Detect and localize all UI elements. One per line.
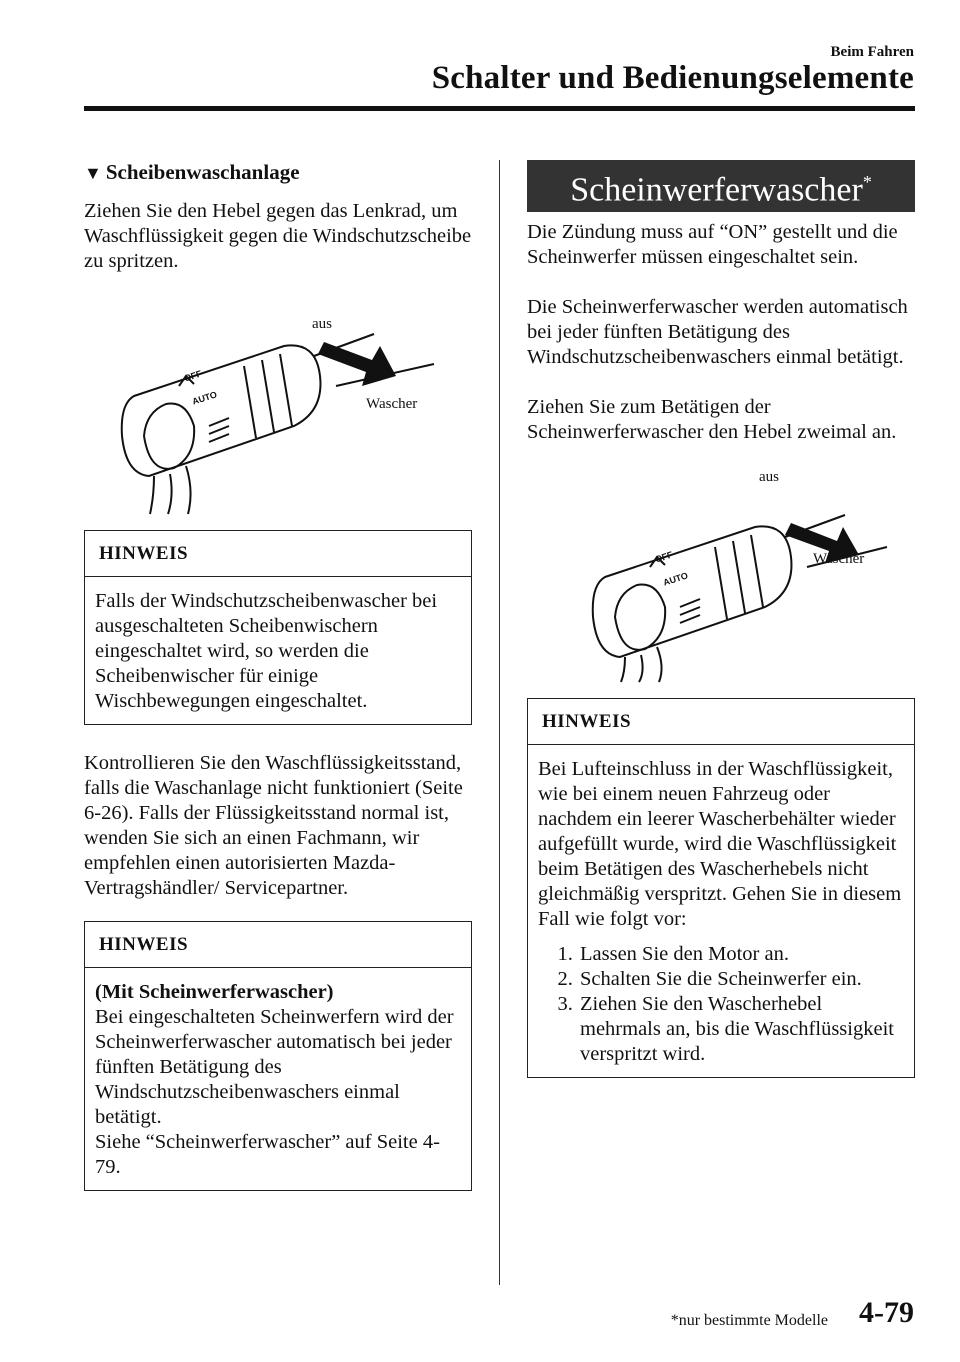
section-heading-text: Scheibenwaschanlage <box>105 160 300 184</box>
note-box-1-text: Falls der Windschutzscheibenwascher bei ausgeschalteten Scheibenwischern eingeschaltet wird, so werden die Scheibenwischer für einige Wischbewegungen eingeschaltet. <box>95 590 438 712</box>
label-washer: Wascher <box>366 396 418 412</box>
running-header-title: Schalter und Bedienungselemente <box>431 60 914 96</box>
triangle-down-icon: ▼ <box>84 162 102 183</box>
ring-label-off: OFF <box>653 549 674 565</box>
right-column <box>527 160 915 1078</box>
label-washer: Wascher <box>813 551 865 568</box>
wiper-lever-figure <box>84 286 472 516</box>
ring-label-auto: AUTO <box>661 570 690 589</box>
note-box-2-condition: (Mit Scheinwerferwascher) <box>95 981 334 1003</box>
paragraph-operate: Ziehen Sie zum Betätigen der Scheinwerferwascher den Hebel zweimal an. <box>527 396 897 444</box>
note-box-3-text: Bei Lufteinschluss in der Waschflüssigkeit, wie bei einem neuen Fahrzeug oder nachdem ein leerer Wascherbehälter wieder aufgefüllt wurde, wird die Waschflüssigkeit beim Betätigen des Wascherhebels nicht gleichmäßig verspritzt. Gehen Sie in diesem Fall wie folgt vor: <box>538 758 902 931</box>
paragraph-ignition: Die Zündung muss auf “ON” gestellt und die Scheinwerfer müssen eingeschaltet sein. <box>527 221 898 269</box>
fluid-check-paragraph: Kontrollieren Sie den Waschflüssigkeitsstand, falls die Waschanlage nicht funktioniert (Seite 6-26). Falls der Flüssigkeitsstand normal ist, wenden Sie sich an einen Fachmann, wir empfehlen einen autorisierten Mazda-Vertragshändler/ Servicepartner. <box>84 752 463 899</box>
label-off: aus <box>759 469 779 486</box>
running-header-section: Beim Fahren <box>830 44 914 60</box>
note-box-3 <box>527 698 915 1078</box>
list-item: 3. Ziehen Sie den Wascherhebel mehrmals an, bis die Waschflüssigkeit verspritzt wird. <box>578 992 904 1067</box>
section-banner-mark: * <box>862 172 872 192</box>
section-heading <box>84 160 472 185</box>
label-off: aus <box>312 316 332 332</box>
intro-paragraph: Ziehen Sie den Hebel gegen das Lenkrad, um Waschflüssigkeit gegen die Windschutzscheibe zu spritzen. <box>84 200 472 272</box>
headlamp-washer-figure <box>527 459 915 684</box>
note-box-1 <box>84 530 472 725</box>
left-column <box>84 160 472 1191</box>
page-number: 4-79 <box>859 1296 914 1329</box>
note-box-1-title: HINWEIS <box>85 531 471 577</box>
ring-label-auto: AUTO <box>190 389 219 407</box>
note-box-2-title: HINWEIS <box>85 922 471 968</box>
paragraph-automatic: Die Scheinwerferwascher werden automatisch bei jeder fünften Betätigung des Windschutzscheibenwaschers einmal betätigt. <box>527 296 908 369</box>
note-box-2-text: Bei eingeschalteten Scheinwerfern wird der Scheinwerferwascher automatisch bei jeder fünften Betätigung des Windschutzscheibenwaschers einmal betätigt. <box>95 1006 454 1128</box>
note-box-2 <box>84 921 472 1191</box>
steps-list <box>538 942 904 1067</box>
column-divider <box>499 160 500 1285</box>
note-box-3-title: HINWEIS <box>528 699 914 745</box>
list-item: 2. Schalten Sie die Scheinwerfer ein. <box>578 967 904 992</box>
list-item: 1. Lassen Sie den Motor an. <box>578 942 904 967</box>
note-box-2-reference: Siehe “Scheinwerferwascher” auf Seite 4-79. <box>95 1131 440 1178</box>
footnote: *nur bestimmte Modelle <box>670 1312 828 1329</box>
ring-label-off: OFF <box>182 368 203 384</box>
header-rule <box>84 106 915 111</box>
section-banner <box>527 160 915 212</box>
section-banner-text: Scheinwerferwascher <box>570 171 863 209</box>
